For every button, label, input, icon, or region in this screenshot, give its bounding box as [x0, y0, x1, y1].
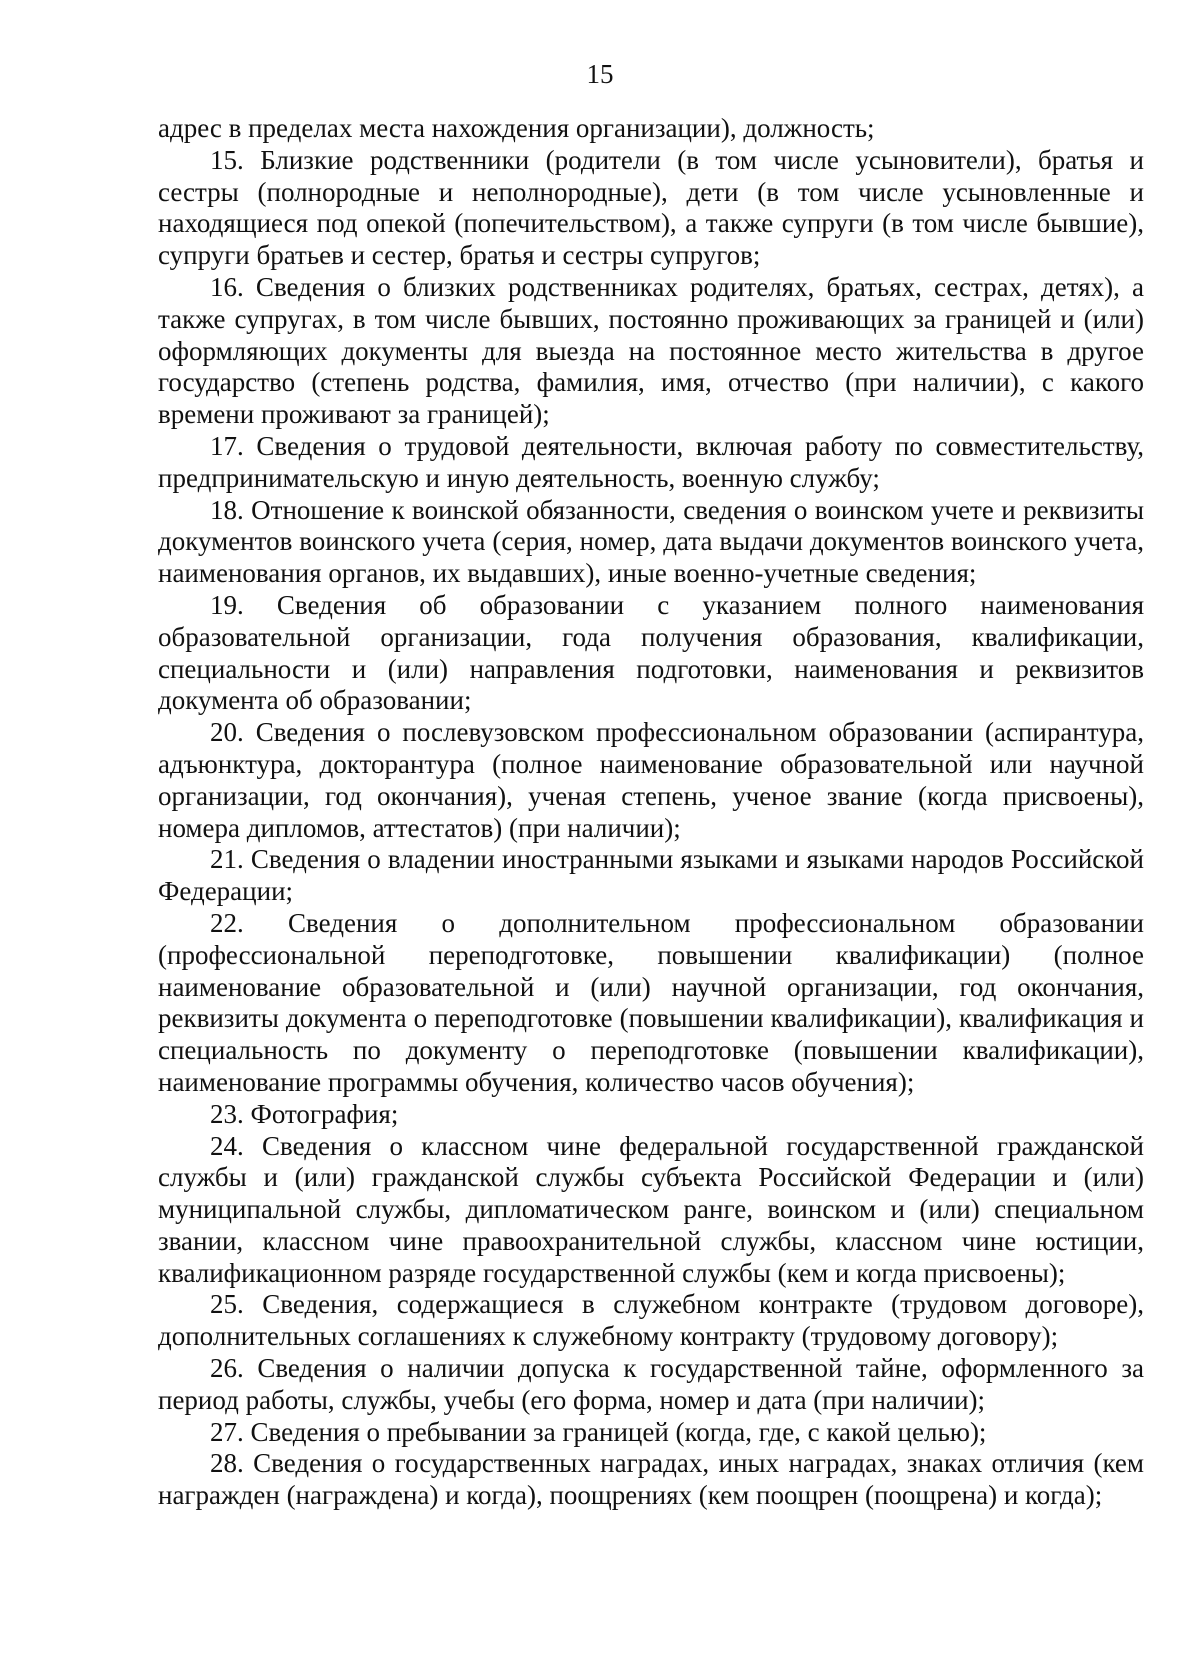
list-item-26: 26. Сведения о наличии допуска к государственной тайне, оформленного за период работы, службы, учебы (его форма, номер и дата (при наличии); — [158, 1353, 1144, 1415]
page-number: 15 — [586, 59, 614, 89]
list-item-22: 22. Сведения о дополнительном профессиональном образовании (профессиональной переподготовке, повышении квалификации) (полное наименование образовательной и (или) научной организации, год окончания, реквизиты документа о переподготовке (повышении квалификации), квалификация и специальность по документу о переподготовке (повышении квалификации), наименование программы обучения, количество часов обучения); — [158, 907, 1144, 1097]
list-item-16: 16. Сведения о близких родственниках родителях, братьях, сестрах, детях), а также супругах, в том числе бывших, постоянно проживающих за границей и (или) оформляющих документы для выезда на постоянное место жительства в другое государство (степень родства, фамилия, имя, отчество (при наличии), с какого времени проживают за границей); — [158, 271, 1144, 430]
list-item-15: 15. Близкие родственники (родители (в том числе усыновители), братья и сестры (полнородные и неполнородные), дети (в том числе усыновленные и находящиеся под опекой (попечительством), а также супруги (в том числе бывшие), супруги братьев и сестер, братья и сестры супругов; — [158, 144, 1144, 271]
list-item-17: 17. Сведения о трудовой деятельности, включая работу по совместительству, предпринимательскую и иную деятельность, военную службу; — [158, 430, 1144, 493]
list-item-24: 24. Сведения о классном чине федеральной государственной гражданской службы и (или) гражданской службы субъекта Российской Федерации и (или) муниципальной службы, дипломатическом ранге, воинском и (или) специальном звании, классном чине правоохранительной службы, классном чине юстиции, квалификационном разряде государственной службы (кем и когда присвоены); — [158, 1130, 1144, 1288]
list-item-25: 25. Сведения, содержащиеся в служебном контракте (трудовом договоре), дополнительных соглашениях к служебному контракту (трудовому договору); — [158, 1289, 1144, 1352]
list-item-28: 28. Сведения о государственных наградах, иных наградах, знаках отличия (кем награжден (награждена) и когда), поощрениях (кем поощрен (поощрена) и когда); — [158, 1448, 1144, 1511]
document-body — [158, 113, 1144, 1512]
paragraph-lead: адрес в пределах места нахождения организации), должность; — [158, 113, 875, 143]
list-item-27: 27. Сведения о пребывании за границей (когда, где, с какой целью); — [210, 1416, 987, 1447]
list-item-23: 23. Фотография; — [210, 1098, 399, 1129]
list-item-18: 18. Отношение к воинской обязанности, сведения о воинском учете и реквизиты документов воинского учета (серия, номер, дата выдачи документов воинского учета, наименования органов, их выдавших), иные военно-учетные сведения; — [158, 494, 1144, 589]
list-item-20: 20. Сведения о послевузовском профессиональном образовании (аспирантура, адъюнктура, докторантура (полное наименование образовательной или научной организации, год окончания), ученая степень, ученое звание (когда присвоены), номера дипломов, аттестатов) (при наличии); — [158, 717, 1144, 843]
list-item-21: 21. Сведения о владении иностранными языками и языками народов Российской Федерации; — [158, 844, 1144, 907]
list-item-19: 19. Сведения об образовании с указанием полного наименования образовательной организации, года получения образования, квалификации, специальности и (или) направления подготовки, наименования и реквизитов документа об образовании; — [158, 589, 1144, 716]
